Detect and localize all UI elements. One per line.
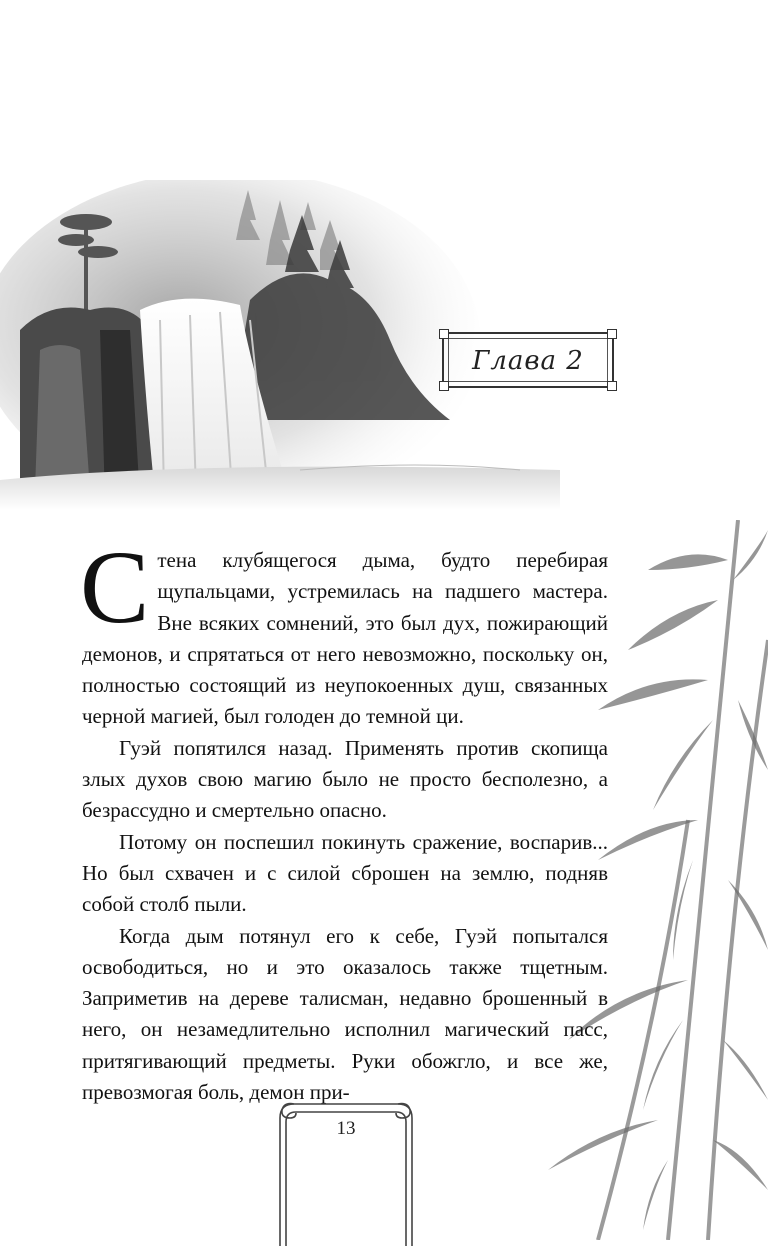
paragraph: Когда дым потянул его к себе, Гуэй попытался освободиться, но и это оказалось также тщетным. Заприметив на дереве талисман, недавно брошенный в него, он незамедлительно исполнил магический пасс, притягивающий предметы. Руки обожгло, и все же, превозмогая боль, демон при- <box>82 923 608 1105</box>
frame-corner-ornament <box>439 381 449 391</box>
page-number: 13 <box>336 1118 356 1139</box>
chapter-title: Глава 2 <box>472 346 584 376</box>
frame-corner-ornament <box>607 381 617 391</box>
paragraph: Гуэй попятился назад. Применять против скопища злых духов свою магию было не просто бесполезно, а безрассудно и смертельно опасно. <box>82 735 608 823</box>
drop-cap: С <box>80 530 150 645</box>
frame-corner-ornament <box>607 329 617 339</box>
page-number-ornament <box>266 1096 426 1246</box>
paragraph: Потому он поспешил покинуть сражение, воспарив... Но был схвачен и с силой сброшен на землю, подняв собой столб пыли. <box>82 829 608 917</box>
body-text <box>80 530 608 1108</box>
paragraph-text: тена клубящегося дыма, будто перебирая щупальцами, устремилась на падшего мастера. Вне всяких сомнений, это был дух, пожирающий демонов, и спрятаться от него невозможно, поскольку он, полностью состоящий из неупокоенных душ, связанных черной магией, был голоден до темной ци. <box>82 548 608 729</box>
chapter-title-frame <box>442 332 614 388</box>
frame-corner-ornament <box>439 329 449 339</box>
paragraph <box>80 530 608 733</box>
